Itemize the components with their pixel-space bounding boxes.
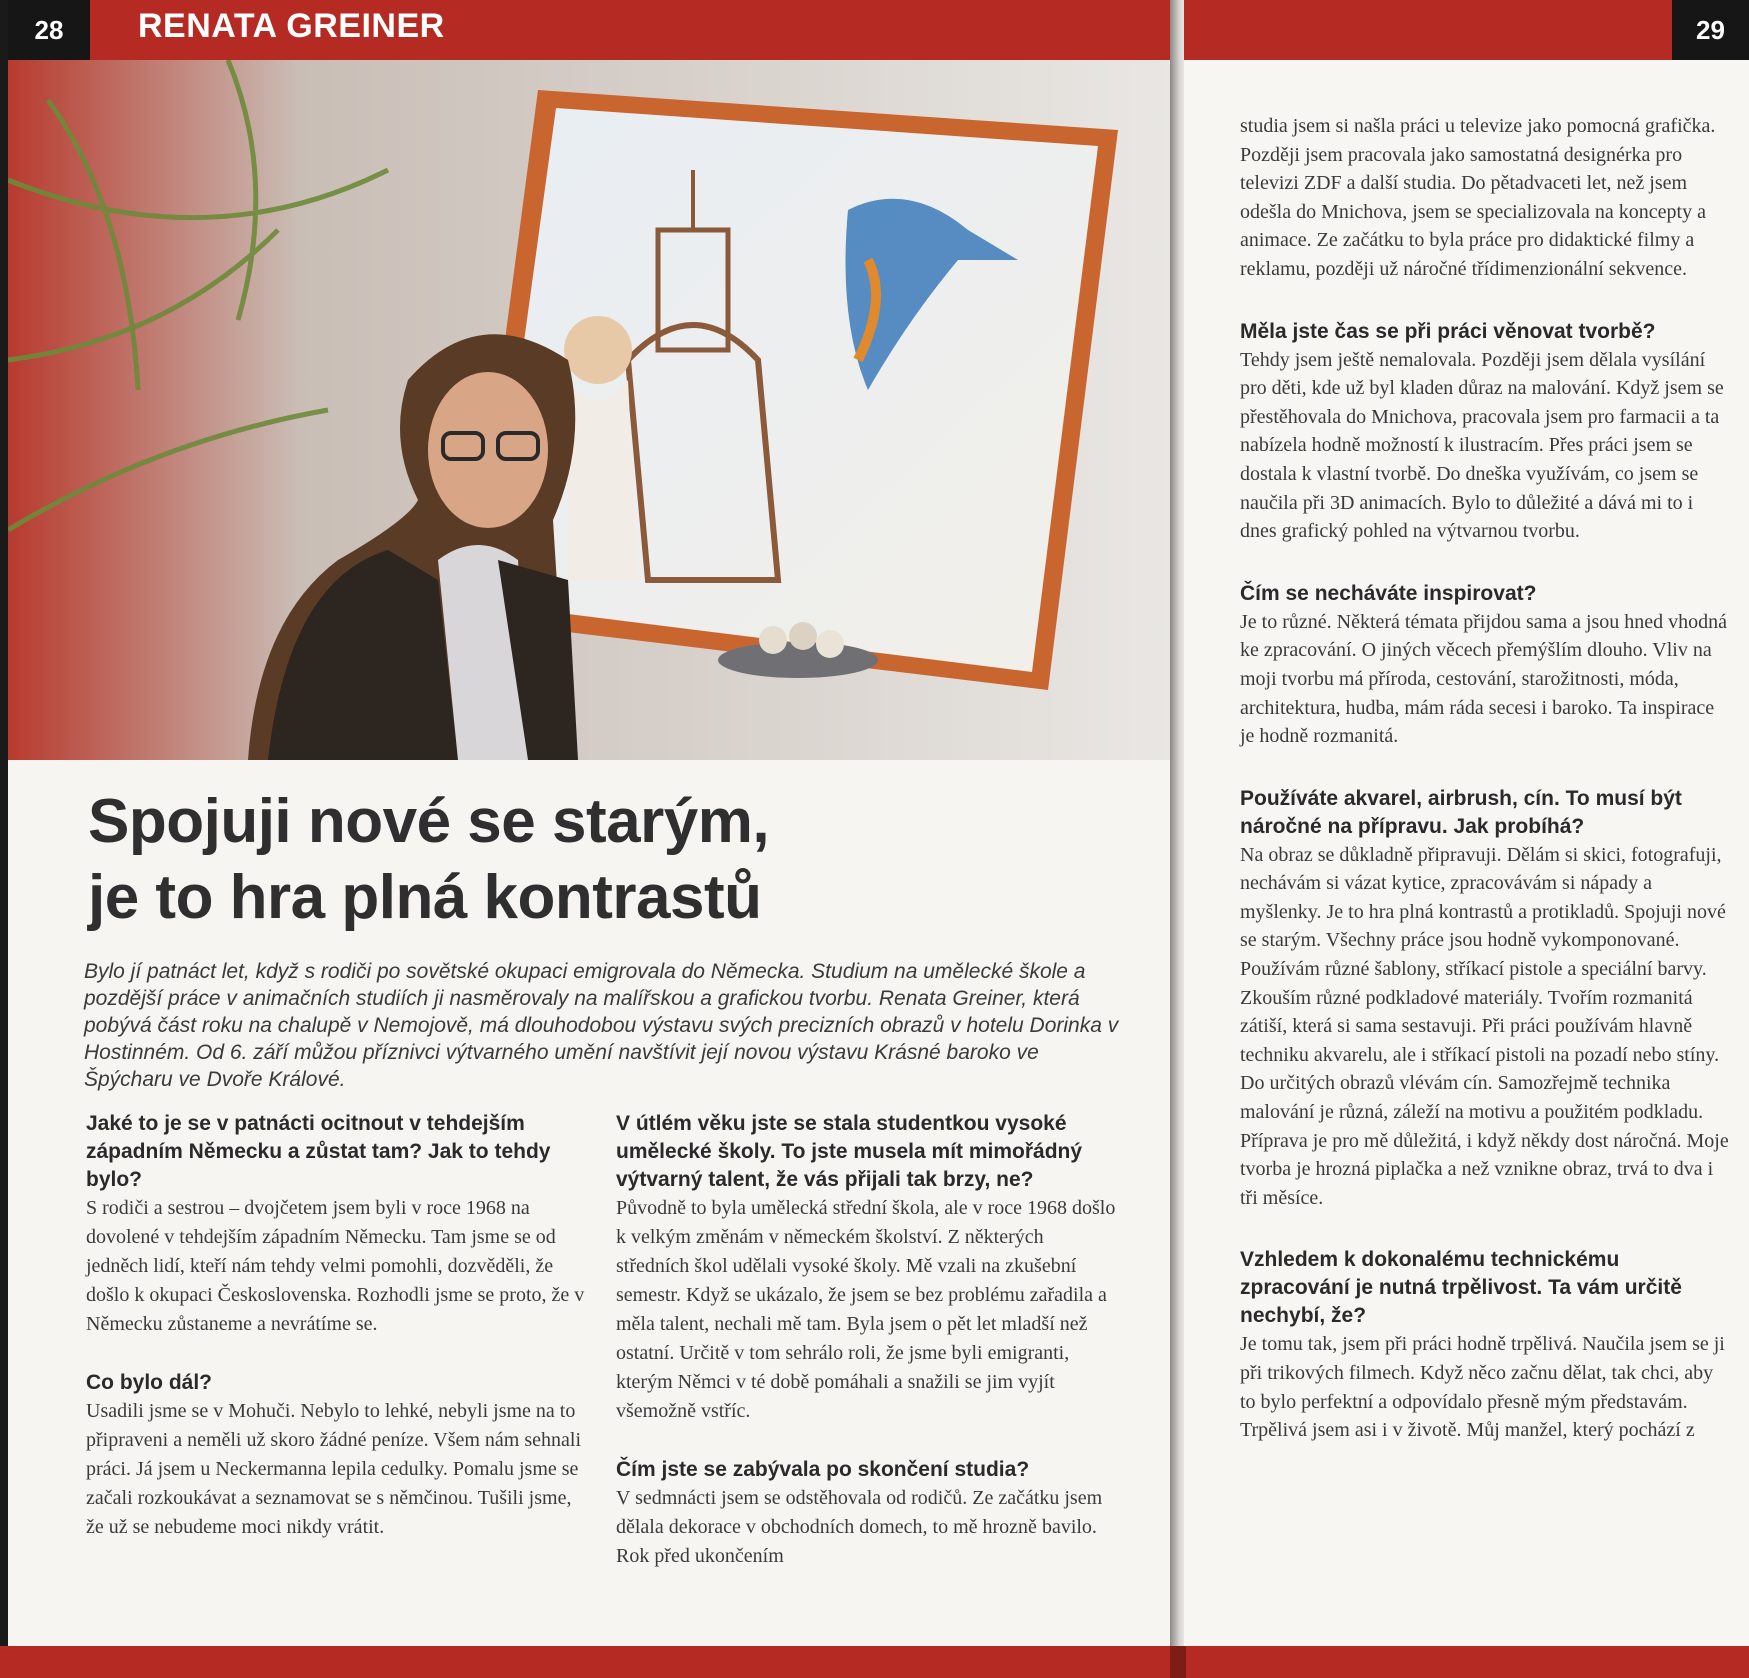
artist-photo <box>8 60 1175 760</box>
headline-line-1: Spojuji nové se starým, <box>88 787 770 856</box>
question: Vzhledem k dokonalému technickému zpracování je nutná trpělivost. Ta vám určitě nechybí, že? <box>1240 1248 1682 1328</box>
answer: Tehdy jsem ještě nemalovala. Později jsem dělala vysílání pro děti, kde už byl kladen důraz na malování. Když jsem se přestěhovala do Mnichova, pracovala jsem pro farmacii a ta nabízela hodně možností k ilustracím. Přes práci jsem se dostala k vlastní tvorbě. Do dneška využívám, co jsem se naučila při 3D animacích. Bylo to důležité a dává mi to i dnes grafický pohled na výtvarnou tvorbu. <box>1240 348 1724 543</box>
text-column-2 <box>616 1110 1116 1601</box>
left-page <box>8 0 1175 1678</box>
answer: V sedmnácti jsem se odstěhovala od rodičů. Ze začátku jsem dělala dekorace v obchodních domech, to mě hrozně bavilo. Rok před ukončením <box>616 1487 1103 1567</box>
question: Měla jste čas se při práci věnovat tvorbě? <box>1240 319 1656 343</box>
answer: Usadili jsme se v Mohuči. Nebylo to lehké, nebyli jsme na to připraveni a neměli už skoro žádné peníze. Všem nám sehnali práci. Já jsem u Neckermanna lepila cedulky. Pomalu jsme se začali rozkoukávat a seznamovat se s němčinou. Tušili jsme, že už se nebudeme moci nikdy vrátit. <box>86 1400 582 1538</box>
text-column-3 <box>1240 112 1730 1479</box>
photo-illustration <box>8 60 1175 760</box>
question: Čím se necháváte inspirovat? <box>1240 581 1537 605</box>
question: Používáte akvarel, airbrush, cín. To musí být náročné na přípravu. Jak probíhá? <box>1240 786 1682 838</box>
right-page <box>1184 0 1749 1678</box>
answer: Je tomu tak, jsem při práci hodně trpělivá. Naučila jsem se ji při trikových filmech. Když něco začnu dělat, tak chci, aby to bylo perfektní a odpovídalo přesně mým představám. Trpělivá jsem asi i v životě. Můj manžel, který pochází z <box>1240 1333 1725 1442</box>
header-title: RENATA GREINER <box>138 7 445 45</box>
left-header-bar <box>8 0 1175 60</box>
question: Co bylo dál? <box>86 1371 212 1394</box>
answer: Je to různé. Některá témata přijdou sama a jsou hned vhodná ke zpracování. O jiných věcech přemýšlím dlouho. Vliv na moji tvorbu má příroda, cestování, starožitnosti, móda, architektura, hudba, mám ráda secesi i baroko. Ta inspirace je hodně rozmanitá. <box>1240 610 1728 748</box>
question: Čím jste se zabývala po skončení studia? <box>616 1458 1030 1481</box>
footer-bar <box>0 1646 1749 1678</box>
article-headline <box>88 784 769 936</box>
answer: S rodiči a sestrou – dvojčetem jsem byli v roce 1968 na dovolené v tehdejším západním Německu. Tam jsme se od jedněch lidí, kteří nám tehdy velmi pomohli, dozvěděli, že došlo k okupaci Československa. Rozhodli jsme se proto, že v Německu zůstaneme a nevrátíme se. <box>86 1197 585 1335</box>
answer: Na obraz se důkladně připravuji. Dělám si skici, fotografuji, nechávám si vázat kytice, zpracovávám si nápady a myšlenky. Je to hra plná kontrastů a protikladů. Spojuji nové se starým. Všechny práce jsou hodně vykomponované. Používám různé šablony, stříkací pistole a speciální barvy. Zkouším různé podkladové materiály. Tvořím rozmanitá zátiší, která si sama sestavuji. Při práci používám hlavně techniku akvarelu, ale i stříkací pistoli na pozadí nebo stíny. Do určitých obrazů vlévám cín. Samozřejmě technika malování je různá, záleží na motivu a použitém podkladu. Příprava je pro mě důležitá, i když někdy dost náročná. Moje tvorba je hrozná piplačka a než vznikne obraz, trvá to dva i tři měsíce. <box>1240 843 1729 1209</box>
question: V útlém věku jste se stala studentkou vysoké umělecké školy. To jste musela mít mimořádný výtvarný talent, že vás přijali tak brzy, ne? <box>616 1112 1083 1191</box>
question: Jaké to je se v patnácti ocitnout v tehdejším západním Německu a zůstat tam? Jak to tehdy bylo? <box>86 1112 551 1191</box>
answer: Původně to byla umělecká střední škola, ale v roce 1968 došlo k velkým změnám v německém školství. Z některých středních škol udělali vysoké školy. Mě vzali na zkušební semestr. Když se ukázalo, že jsem se bez problému zařadila a měla talent, nechali mě tam. Byla jsem o pět let mladší než ostatní. Určitě v tom sehrálo roli, že jsme byli emigranti, kterým Němci v té době pomáhali a snažili se jim vyjít všemožně vstříc. <box>616 1197 1116 1422</box>
footer-gutter <box>1170 1646 1186 1678</box>
left-page-number: 28 <box>8 0 90 60</box>
answer-continued: studia jsem si našla práci u televize jako pomocná grafička. Později jsem pracovala jako samostatná designérka pro televizi ZDF a další studia. Do pětadvaceti let, než jsem odešla do Mnichova, jsem se specializovala na koncepty a animace. Ze začátku to byla práce pro didaktické filmy a reklamu, později už náročné třídimenzionální sekvence. <box>1240 115 1716 280</box>
right-page-number: 29 <box>1672 0 1749 60</box>
text-column-1 <box>86 1110 586 1572</box>
article-lead: Bylo jí patnáct let, když s rodiči po sovětské okupaci emigrovala do Německa. Studium na umělecké škole a pozdější práce v animačních studiích ji nasměrovaly na malířskou a grafickou tvorbu. Renata Greiner, která pobývá část roku na chalupě v Nemojově, má dlouhodobou výstavu svých precizních obrazů v hotelu Dorinka v Hostinném. Od 6. září můžou příznivci výtvarného umění navštívit její novou výstavu Krásné baroko ve Špýcharu ve Dvoře Králové. <box>84 960 1119 1091</box>
right-header-bar <box>1184 0 1672 60</box>
headline-line-2: je to hra plná kontrastů <box>88 863 762 932</box>
